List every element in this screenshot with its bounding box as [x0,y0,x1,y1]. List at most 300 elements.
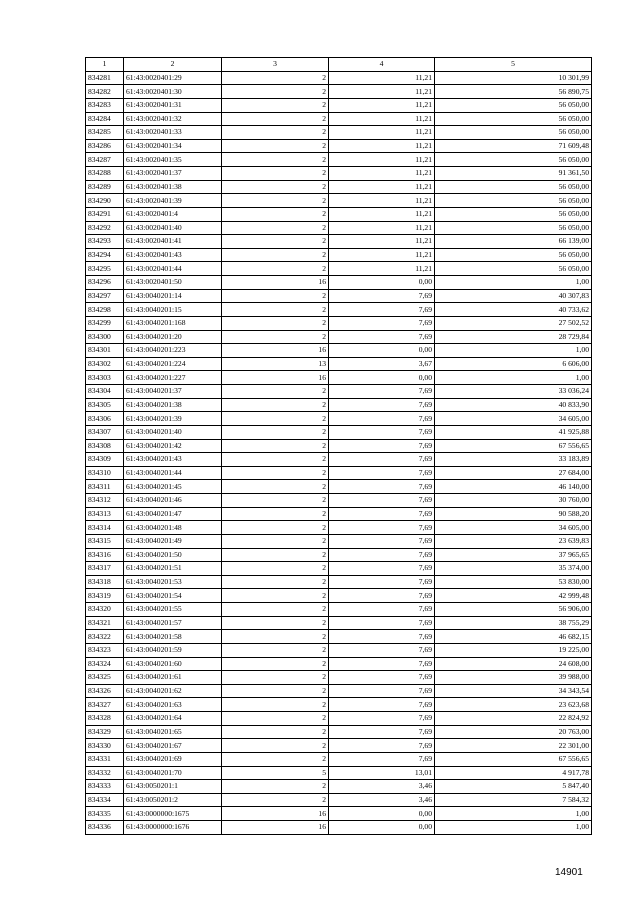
table-row [86,780,592,794]
table-cell: 7,69 [329,589,435,603]
table-cell: 56 050,00 [435,262,592,276]
table-cell: 71 609,48 [435,139,592,153]
table-cell: 19 225,00 [435,643,592,657]
table-cell: 61:43:0040201:62 [124,684,222,698]
table-cell: 2 [222,98,329,112]
table-cell: 67 556,65 [435,439,592,453]
table-cell: 61:43:0020401:33 [124,126,222,140]
table-cell: 66 139,00 [435,235,592,249]
table-cell: 56 050,00 [435,98,592,112]
table-cell: 23 639,83 [435,534,592,548]
table-cell: 11,21 [329,167,435,181]
table-cell: 7,69 [329,616,435,630]
table-cell: 2 [222,630,329,644]
table-cell: 61:43:0040201:54 [124,589,222,603]
table-cell: 2 [222,235,329,249]
column-header: 5 [435,58,592,72]
table-row [86,139,592,153]
table-cell: 834283 [86,98,124,112]
table-cell: 11,21 [329,112,435,126]
table-cell: 7,69 [329,425,435,439]
table-cell: 11,21 [329,126,435,140]
table-cell: 40 733,62 [435,303,592,317]
table-cell: 834316 [86,548,124,562]
table-cell: 7,69 [329,412,435,426]
table-cell: 28 729,84 [435,330,592,344]
table-cell: 11,21 [329,248,435,262]
table-row [86,371,592,385]
table-cell: 7,69 [329,630,435,644]
table-cell: 11,21 [329,153,435,167]
table-row [86,330,592,344]
table-cell: 61:43:0040201:43 [124,453,222,467]
table-cell: 834315 [86,534,124,548]
table-cell: 3,46 [329,793,435,807]
table-cell: 11,21 [329,262,435,276]
table-cell: 834306 [86,412,124,426]
table-cell: 11,21 [329,98,435,112]
table-cell: 2 [222,494,329,508]
table-cell: 7,69 [329,684,435,698]
table-cell: 5 847,40 [435,780,592,794]
table-row [86,112,592,126]
table-row [86,603,592,617]
table-row [86,548,592,562]
table-cell: 7,69 [329,712,435,726]
table-cell: 61:43:0040201:67 [124,739,222,753]
table-cell: 61:43:0040201:49 [124,534,222,548]
table-cell: 834292 [86,221,124,235]
table-cell: 834298 [86,303,124,317]
table-cell: 61:43:0020401:37 [124,167,222,181]
table-cell: 7,69 [329,657,435,671]
table-cell: 834301 [86,344,124,358]
table-cell: 2 [222,712,329,726]
table-cell: 7,69 [329,521,435,535]
table-cell: 6 606,00 [435,357,592,371]
table-row [86,494,592,508]
table-cell: 61:43:0020401:38 [124,180,222,194]
table-cell: 2 [222,112,329,126]
table-cell: 2 [222,589,329,603]
table-row [86,85,592,99]
table-cell: 11,21 [329,180,435,194]
table-cell: 3,46 [329,780,435,794]
table-cell: 2 [222,453,329,467]
table-cell: 61:43:0040201:224 [124,357,222,371]
table-row [86,725,592,739]
table-row [86,344,592,358]
table-row [86,698,592,712]
table-cell: 834288 [86,167,124,181]
table-cell: 7,69 [329,385,435,399]
table-cell: 7 584,32 [435,793,592,807]
table-cell: 61:43:0040201:227 [124,371,222,385]
table-cell: 61:43:0020401:4 [124,207,222,221]
table-cell: 61:43:0040201:58 [124,630,222,644]
table-row [86,167,592,181]
page-number: 14901 [555,867,583,878]
table-cell: 61:43:0020401:30 [124,85,222,99]
table-cell: 834294 [86,248,124,262]
table-cell: 11,21 [329,71,435,85]
table-cell: 11,21 [329,139,435,153]
table-cell: 834307 [86,425,124,439]
table-row [86,98,592,112]
table-cell: 2 [222,548,329,562]
table-cell: 27 502,52 [435,316,592,330]
table-cell: 61:43:0020401:31 [124,98,222,112]
table-cell: 2 [222,616,329,630]
table-cell: 34 605,00 [435,521,592,535]
table-row [86,807,592,821]
table-cell: 2 [222,780,329,794]
table-cell: 61:43:0020401:32 [124,112,222,126]
table-cell: 7,69 [329,548,435,562]
table-cell: 61:43:0040201:64 [124,712,222,726]
table-cell: 834296 [86,276,124,290]
table-cell: 834325 [86,671,124,685]
table-cell: 2 [222,480,329,494]
table-cell: 61:43:0020401:43 [124,248,222,262]
table-row [86,466,592,480]
table-row [86,534,592,548]
table-cell: 2 [222,793,329,807]
table-cell: 834291 [86,207,124,221]
table-cell: 61:43:0040201:47 [124,507,222,521]
table-cell: 2 [222,425,329,439]
table-cell: 7,69 [329,752,435,766]
table-cell: 56 050,00 [435,180,592,194]
table-cell: 7,69 [329,575,435,589]
table-cell: 34 343,54 [435,684,592,698]
table-cell: 16 [222,821,329,835]
table-cell: 834286 [86,139,124,153]
table-cell: 2 [222,316,329,330]
table-cell: 834331 [86,752,124,766]
table-cell: 27 684,00 [435,466,592,480]
table-cell: 56 050,00 [435,221,592,235]
table-cell: 2 [222,603,329,617]
table-cell: 834281 [86,71,124,85]
table-cell: 61:43:0020401:29 [124,71,222,85]
table-row [86,562,592,576]
table-cell: 61:43:0040201:63 [124,698,222,712]
table-cell: 67 556,65 [435,752,592,766]
table-row [86,521,592,535]
table-cell: 7,69 [329,466,435,480]
table-cell: 1,00 [435,371,592,385]
table-cell: 20 763,00 [435,725,592,739]
table-row [86,316,592,330]
table-cell: 2 [222,575,329,589]
table-row [86,194,592,208]
table-cell: 2 [222,521,329,535]
table-cell: 1,00 [435,276,592,290]
table-cell: 61:43:0050201:1 [124,780,222,794]
table-cell: 0,00 [329,371,435,385]
table-row [86,630,592,644]
table-cell: 834304 [86,385,124,399]
table-cell: 834317 [86,562,124,576]
table-cell: 7,69 [329,453,435,467]
table-cell: 834336 [86,821,124,835]
table-cell: 2 [222,412,329,426]
table-cell: 2 [222,507,329,521]
column-header: 2 [124,58,222,72]
table-cell: 834290 [86,194,124,208]
table-cell: 7,69 [329,643,435,657]
table-cell: 40 833,90 [435,398,592,412]
table-cell: 61:43:0040201:37 [124,385,222,399]
table-cell: 61:43:0020401:40 [124,221,222,235]
table-cell: 23 623,68 [435,698,592,712]
table-cell: 56 906,00 [435,603,592,617]
table-cell: 61:43:0040201:40 [124,425,222,439]
table-cell: 834321 [86,616,124,630]
table-row [86,480,592,494]
table-cell: 834326 [86,684,124,698]
table-cell: 834293 [86,235,124,249]
table-cell: 41 925,88 [435,425,592,439]
table-row [86,248,592,262]
table-row [86,821,592,835]
table-cell: 2 [222,262,329,276]
table-cell: 2 [222,385,329,399]
table-cell: 61:43:0040201:60 [124,657,222,671]
table-cell: 61:43:0040201:69 [124,752,222,766]
table-cell: 834295 [86,262,124,276]
table-cell: 5 [222,766,329,780]
table-cell: 61:43:0020401:35 [124,153,222,167]
table-row [86,453,592,467]
table-row [86,385,592,399]
table-cell: 11,21 [329,235,435,249]
table-cell: 61:43:0040201:15 [124,303,222,317]
table-cell: 834309 [86,453,124,467]
header-row [86,58,592,72]
table-cell: 2 [222,439,329,453]
table-cell: 91 361,50 [435,167,592,181]
table-row [86,126,592,140]
table-cell: 834303 [86,371,124,385]
table-cell: 61:43:0040201:223 [124,344,222,358]
table-cell: 2 [222,562,329,576]
table-cell: 2 [222,752,329,766]
table-cell: 2 [222,534,329,548]
table-cell: 56 050,00 [435,153,592,167]
table-cell: 33 036,24 [435,385,592,399]
table-row [86,793,592,807]
column-header: 3 [222,58,329,72]
table-cell: 2 [222,248,329,262]
table-cell: 24 608,00 [435,657,592,671]
table-row [86,439,592,453]
table-cell: 40 307,83 [435,289,592,303]
table-cell: 7,69 [329,303,435,317]
table-cell: 11,21 [329,221,435,235]
table-cell: 834323 [86,643,124,657]
table-cell: 61:43:0040201:48 [124,521,222,535]
table-row [86,289,592,303]
table-cell: 61:43:0040201:59 [124,643,222,657]
table-cell: 834334 [86,793,124,807]
table-cell: 2 [222,289,329,303]
table-cell: 16 [222,344,329,358]
data-table [85,57,592,835]
table-cell: 61:43:0040201:51 [124,562,222,576]
table-cell: 834327 [86,698,124,712]
table-cell: 61:43:0040201:53 [124,575,222,589]
table-cell: 2 [222,684,329,698]
table-row [86,684,592,698]
table-row [86,303,592,317]
table-cell: 61:43:0040201:38 [124,398,222,412]
table-cell: 834333 [86,780,124,794]
table-cell: 56 050,00 [435,194,592,208]
table-body [86,71,592,834]
column-header: 4 [329,58,435,72]
table-cell: 2 [222,167,329,181]
table-cell: 7,69 [329,289,435,303]
table-cell: 61:43:0040201:55 [124,603,222,617]
table-cell: 2 [222,303,329,317]
table-cell: 61:43:0020401:34 [124,139,222,153]
table-cell: 834318 [86,575,124,589]
table-row [86,153,592,167]
table-row [86,398,592,412]
table-cell: 33 183,89 [435,453,592,467]
table-cell: 16 [222,807,329,821]
table-cell: 1,00 [435,344,592,358]
table-cell: 53 830,00 [435,575,592,589]
table-cell: 61:43:0040201:20 [124,330,222,344]
table-cell: 61:43:0040201:39 [124,412,222,426]
table-row [86,616,592,630]
table-cell: 34 605,00 [435,412,592,426]
table-cell: 61:43:0050201:2 [124,793,222,807]
table-cell: 61:43:0020401:39 [124,194,222,208]
table-cell: 0,00 [329,276,435,290]
table-cell: 2 [222,725,329,739]
table-cell: 61:43:0040201:45 [124,480,222,494]
table-cell: 834328 [86,712,124,726]
table-cell: 7,69 [329,534,435,548]
table-cell: 2 [222,180,329,194]
table-cell: 2 [222,71,329,85]
table-cell: 7,69 [329,739,435,753]
table-cell: 11,21 [329,207,435,221]
table-row [86,766,592,780]
table-row [86,357,592,371]
table-cell: 61:43:0040201:65 [124,725,222,739]
table-cell: 2 [222,207,329,221]
table-cell: 834319 [86,589,124,603]
table-cell: 61:43:0040201:50 [124,548,222,562]
table-cell: 7,69 [329,725,435,739]
table-cell: 2 [222,698,329,712]
table-cell: 4 917,78 [435,766,592,780]
table-cell: 90 588,20 [435,507,592,521]
table-cell: 834310 [86,466,124,480]
table-cell: 2 [222,330,329,344]
table-cell: 35 374,00 [435,562,592,576]
table-cell: 834311 [86,480,124,494]
table-cell: 61:43:0040201:46 [124,494,222,508]
table-cell: 834305 [86,398,124,412]
table-cell: 61:43:0000000:1676 [124,821,222,835]
table-cell: 834302 [86,357,124,371]
table-cell: 3,67 [329,357,435,371]
table-row [86,575,592,589]
table-cell: 38 755,29 [435,616,592,630]
table-cell: 834308 [86,439,124,453]
table-cell: 42 999,48 [435,589,592,603]
table-row [86,657,592,671]
table-cell: 56 050,00 [435,248,592,262]
table-row [86,180,592,194]
table-cell: 39 988,00 [435,671,592,685]
table-row [86,425,592,439]
table-cell: 61:43:0040201:61 [124,671,222,685]
table-cell: 61:43:0040201:14 [124,289,222,303]
table-cell: 7,69 [329,330,435,344]
table-row [86,671,592,685]
table-cell: 2 [222,671,329,685]
table-cell: 11,21 [329,194,435,208]
table-cell: 834329 [86,725,124,739]
table-cell: 0,00 [329,807,435,821]
table-row [86,235,592,249]
table-cell: 56 050,00 [435,112,592,126]
table-cell: 13 [222,357,329,371]
table-cell: 56 050,00 [435,126,592,140]
table-cell: 2 [222,657,329,671]
table-cell: 834289 [86,180,124,194]
table-cell: 834297 [86,289,124,303]
table-row [86,207,592,221]
table-cell: 61:43:0020401:44 [124,262,222,276]
table-row [86,71,592,85]
table-cell: 7,69 [329,494,435,508]
table-cell: 2 [222,221,329,235]
table-cell: 7,69 [329,507,435,521]
table-cell: 834284 [86,112,124,126]
table-cell: 834332 [86,766,124,780]
table-row [86,589,592,603]
table-cell: 834320 [86,603,124,617]
table-cell: 61:43:0040201:168 [124,316,222,330]
table-cell: 0,00 [329,344,435,358]
table-row [86,262,592,276]
table-cell: 56 890,75 [435,85,592,99]
table-row [86,412,592,426]
table-cell: 7,69 [329,603,435,617]
table-cell: 61:43:0040201:57 [124,616,222,630]
table-cell: 2 [222,126,329,140]
column-header: 1 [86,58,124,72]
table-row [86,739,592,753]
table-cell: 1,00 [435,821,592,835]
table-cell: 834285 [86,126,124,140]
table-cell: 46 140,00 [435,480,592,494]
table-cell: 22 301,00 [435,739,592,753]
table-cell: 46 682,15 [435,630,592,644]
table-cell: 834300 [86,330,124,344]
table-cell: 13,01 [329,766,435,780]
table-row [86,276,592,290]
table-cell: 0,00 [329,821,435,835]
